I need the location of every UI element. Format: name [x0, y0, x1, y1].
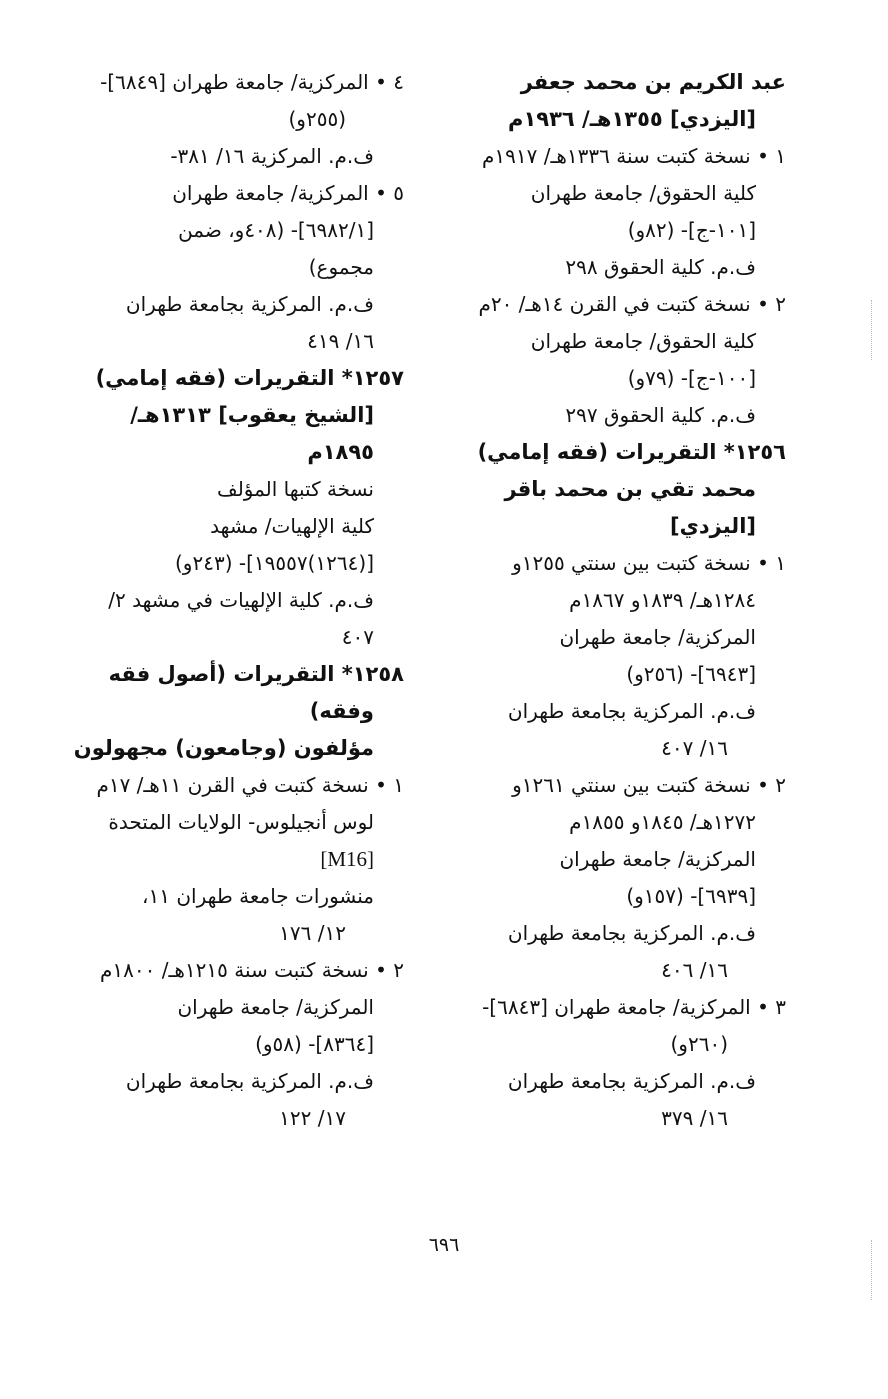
right-column-line: عبد الكريم بن محمد جعفر: [520, 70, 786, 94]
right-column-line: [اليزدي]: [670, 514, 756, 538]
left-column-line: مؤلفون (وجامعون) مجهولون: [73, 736, 374, 760]
left-column-line: ٤ • المركزية/ جامعة طهران [٦٨٤٩]-: [100, 70, 404, 94]
right-column-line: ف.م. المركزية بجامعة طهران: [507, 921, 756, 945]
left-column-line: منشورات جامعة طهران ١١،: [142, 884, 374, 908]
right-column-line: [١٠١-ج]- (٨٢و): [627, 218, 756, 242]
right-column-line: ١ • نسخة كتبت سنة ١٣٣٦هـ/ ١٩١٧م: [482, 144, 786, 168]
right-column-line: ف.م. المركزية بجامعة طهران: [507, 699, 756, 723]
left-column-line: ف.م. المركزية ١٦/ ٣٨١-: [170, 144, 374, 168]
right-column-line: ٣ • المركزية/ جامعة طهران [٦٨٤٣]-: [482, 995, 786, 1019]
left-column-line: ١٢/ ١٧٦: [279, 921, 346, 945]
page-number: ٦٩٦: [428, 1234, 460, 1256]
left-column-line: [٦٩٨٢/١]- (٤٠٨و، ضمن: [178, 218, 374, 242]
left-column-line: ١٨٩٥م: [307, 440, 374, 464]
left-column-line: نسخة كتبها المؤلف: [216, 477, 374, 501]
right-column-line: ف.م. المركزية بجامعة طهران: [507, 1069, 756, 1093]
right-column-line: (٢٦٠و): [670, 1032, 728, 1056]
right-column-line: محمد تقي بن محمد باقر: [504, 477, 756, 501]
right-column-line: كلية الحقوق/ جامعة طهران: [530, 181, 756, 205]
left-column: [66, 64, 404, 1137]
left-column-line: وفقه): [309, 699, 374, 723]
left-column-line: كلية الإلهيات/ مشهد: [210, 514, 374, 538]
right-column-line: ٢ • نسخة كتبت بين سنتي ١٢٦١و: [512, 773, 786, 797]
left-column-line: ٤٠٧: [341, 625, 374, 649]
left-column-line: ٢ • نسخة كتبت سنة ١٢١٥هـ/ ١٨٠٠م: [100, 958, 404, 982]
right-column: [452, 64, 786, 1137]
right-column-line: ١٦/ ٤٠٦: [661, 958, 728, 982]
left-column-line: مجموع): [308, 255, 374, 279]
right-column-line: ف.م. كلية الحقوق ٢٩٨: [565, 255, 756, 279]
left-column-line: ف.م. المركزية بجامعة طهران: [125, 292, 374, 316]
left-column-line: المركزية/ جامعة طهران: [177, 995, 374, 1019]
left-column-line: ف.م. المركزية بجامعة طهران: [125, 1069, 374, 1093]
left-column-line: ف.م. كلية الإلهيات في مشهد ٢/: [108, 588, 374, 612]
scan-mark: [871, 1240, 882, 1300]
right-column-line: ١٦/ ٤٠٧: [661, 736, 728, 760]
right-column-line: المركزية/ جامعة طهران: [559, 847, 756, 871]
right-column-line: ف.م. كلية الحقوق ٢٩٧: [565, 403, 756, 427]
left-column-line: ١٧/ ١٢٢: [279, 1106, 346, 1130]
left-column-line: ٥ • المركزية/ جامعة طهران: [172, 181, 404, 205]
right-column-line: ١٢٥٦* التقريرات (فقه إمامي): [477, 440, 786, 464]
left-column-line: ١٦/ ٤١٩: [307, 329, 374, 353]
right-column-line: المركزية/ جامعة طهران: [559, 625, 756, 649]
scan-mark: [871, 300, 882, 360]
right-column-line: [٦٩٣٩]- (١٥٧و): [626, 884, 756, 908]
left-column-line: [٨٣٦٤]- (٥٨و): [255, 1032, 374, 1056]
right-column-line: [اليزدي] ١٣٥٥هـ/ ١٩٣٦م: [508, 107, 756, 131]
right-column-line: ٢ • نسخة كتبت في القرن ١٤هـ/ ٢٠م: [478, 292, 786, 316]
right-column-line: [٦٩٤٣]- (٢٥٦و): [626, 662, 756, 686]
left-column-line: [M16]: [320, 847, 374, 871]
right-column-line: ١ • نسخة كتبت بين سنتي ١٢٥٥و: [512, 551, 786, 575]
left-column-line: [الشيخ يعقوب] ١٣١٣هـ/: [130, 403, 374, 427]
left-column-line: ١٢٥٨* التقريرات (أصول فقه: [108, 662, 404, 686]
right-column-line: ١٢٧٢هـ/ ١٨٤٥و ١٨٥٥م: [569, 810, 756, 834]
right-column-line: كلية الحقوق/ جامعة طهران: [530, 329, 756, 353]
left-column-line: (٢٥٥و): [288, 107, 346, 131]
left-column-line: ١٢٥٧* التقريرات (فقه إمامي): [95, 366, 404, 390]
left-column-line: [(١٢٦٤)١٩٥٥٧]- (٢٤٣و): [175, 551, 374, 575]
left-column-line: لوس أنجيلوس- الولايات المتحدة: [108, 810, 374, 834]
left-column-line: ١ • نسخة كتبت في القرن ١١هـ/ ١٧م: [96, 773, 404, 797]
right-column-line: ١٦/ ٣٧٩: [661, 1106, 728, 1130]
right-column-line: [١٠٠-ج]- (٧٩و): [627, 366, 756, 390]
right-column-line: ١٢٨٤هـ/ ١٨٣٩و ١٨٦٧م: [569, 588, 756, 612]
